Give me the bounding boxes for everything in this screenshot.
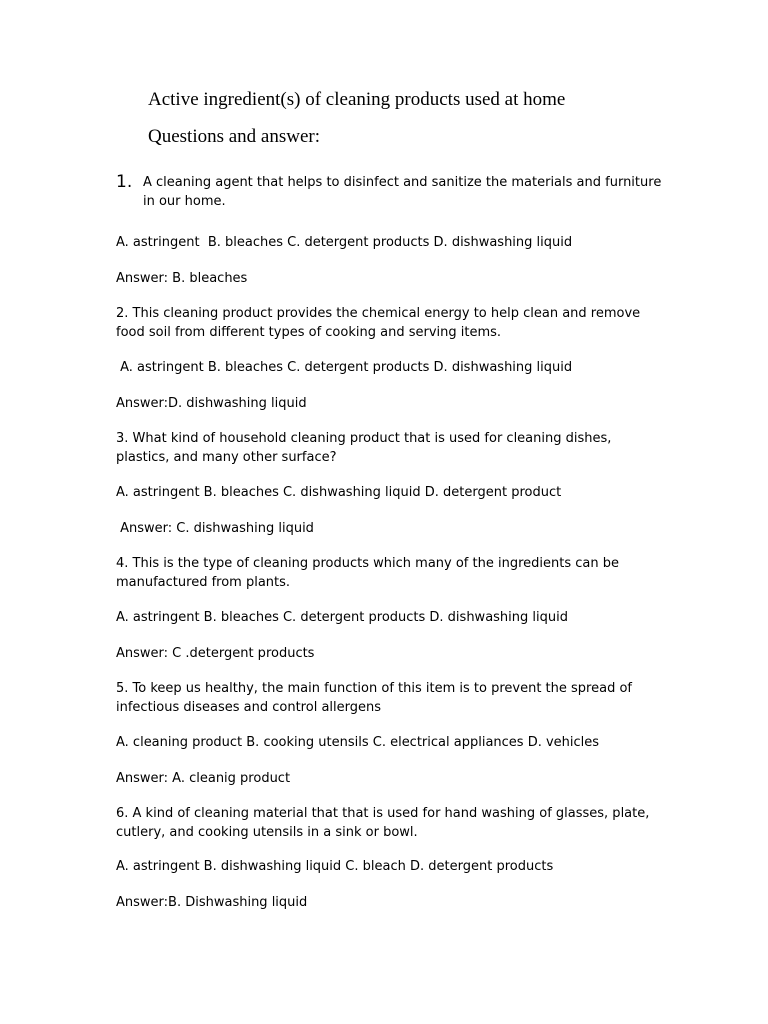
question-3-answer: Answer: C. dishwashing liquid: [116, 521, 314, 536]
question-2-choices: A. astringent B. bleaches C. detergent products D. dishwashing liquid: [116, 360, 573, 375]
document-subtitle: Questions and answer:: [148, 126, 321, 147]
question-2-answer: Answer:D. dishwashing liquid: [116, 396, 307, 411]
question-1-choices: A. astringent B. bleaches C. detergent products D. dishwashing liquid: [116, 235, 573, 250]
question-3-choices: A. astringent B. bleaches C. dishwashing liquid D. detergent product: [116, 485, 562, 500]
question-3-text: 3. What kind of household cleaning product that is used for cleaning dishes, plastics, and many other surface?: [116, 431, 612, 465]
question-5-text: 5. To keep us healthy, the main function of this item is to prevent the spread of infectious diseases and control allergens: [116, 681, 632, 715]
question-1-text: A cleaning agent that helps to disinfect and sanitize the materials and furniture in our home.: [143, 175, 662, 209]
question-2-text: 2. This cleaning product provides the chemical energy to help clean and remove food soil from different types of cooking and serving items.: [116, 306, 641, 340]
question-6-answer: Answer:B. Dishwashing liquid: [116, 895, 308, 910]
question-4-text: 4. This is the type of cleaning products which many of the ingredients can be manufactured from plants.: [116, 556, 619, 590]
question-6-text: 6. A kind of cleaning material that that is used for hand washing of glasses, plate, cutlery, and cooking utensils in a sink or bowl.: [116, 806, 650, 840]
question-5-answer: Answer: A. cleanig product: [116, 771, 291, 786]
question-4-choices: A. astringent B. bleaches C. detergent products D. dishwashing liquid: [116, 610, 568, 625]
question-1-answer: Answer: B. bleaches: [116, 271, 248, 286]
question-1-number: 1.: [116, 172, 133, 192]
question-6-choices: A. astringent B. dishwashing liquid C. bleach D. detergent products: [116, 859, 554, 874]
question-5-choices: A. cleaning product B. cooking utensils C. electrical appliances D. vehicles: [116, 735, 600, 750]
question-4-answer: Answer: C .detergent products: [116, 646, 315, 661]
document-title: Active ingredient(s) of cleaning products used at home: [148, 89, 566, 110]
